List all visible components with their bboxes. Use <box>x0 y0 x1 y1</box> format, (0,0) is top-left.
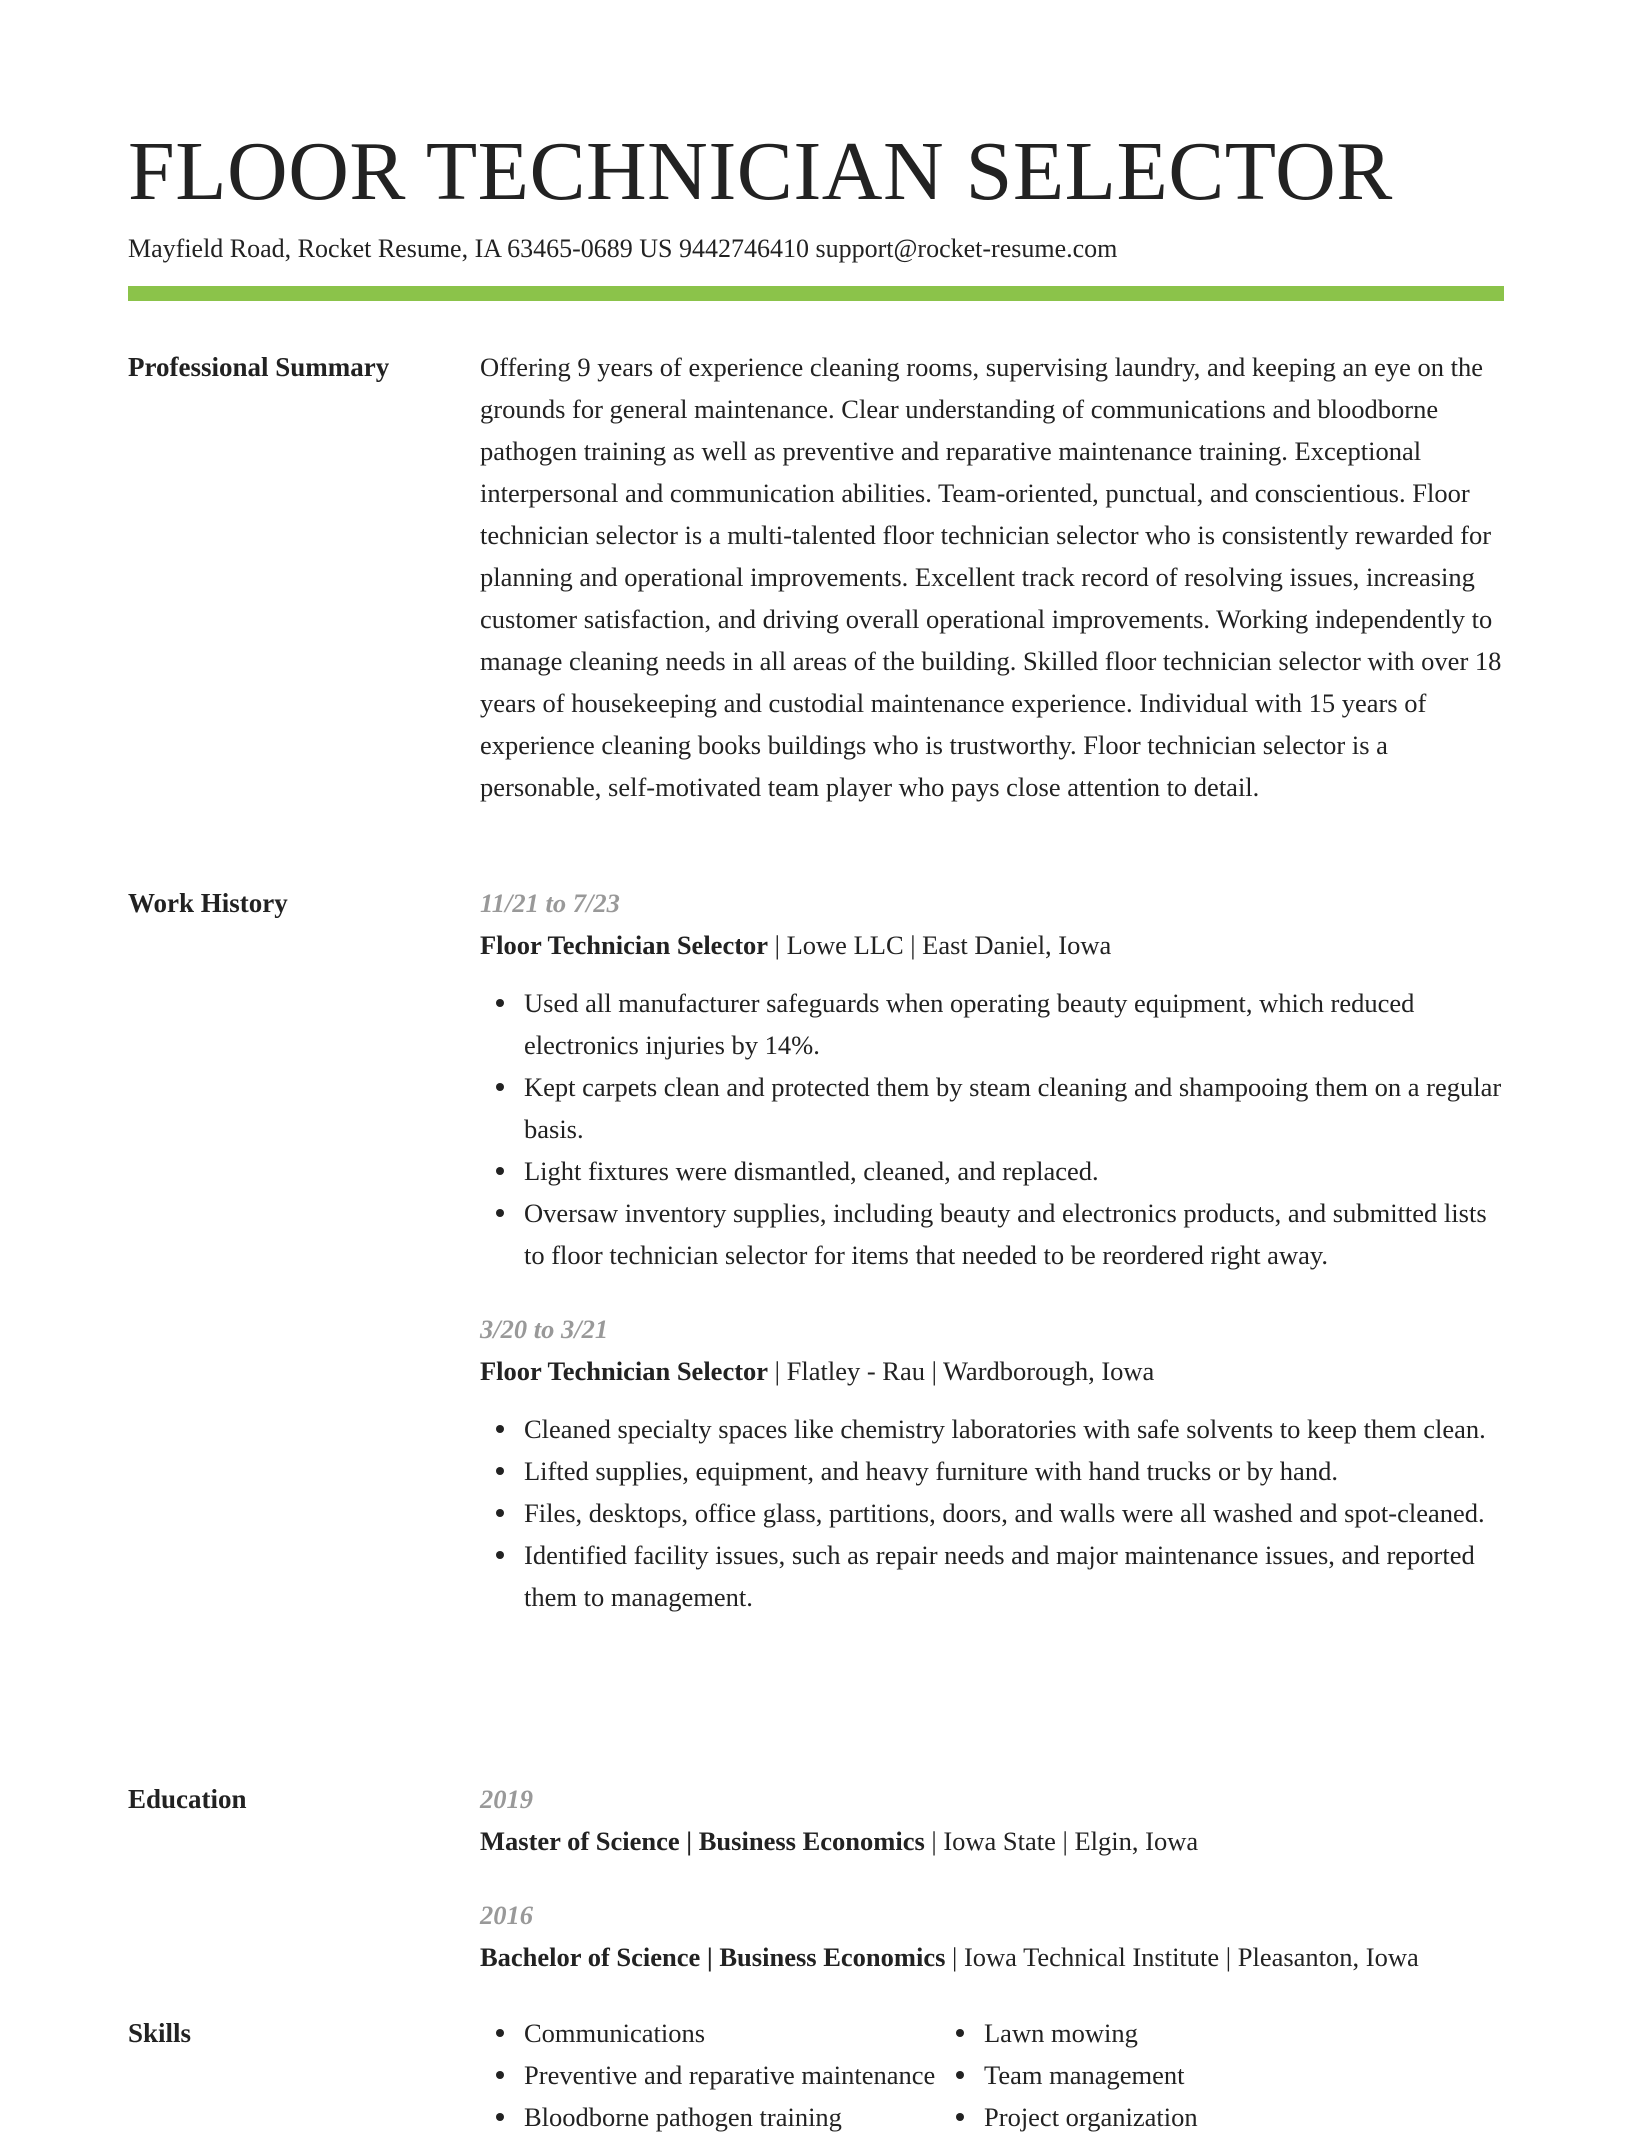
summary-heading: Professional Summary <box>128 352 390 382</box>
education-degree: Master of Science | Business Economics <box>480 1826 925 1856</box>
job-entry <box>480 1308 1504 1618</box>
education-school: | Iowa Technical Institute | Pleasanton, Iowa <box>945 1942 1419 1972</box>
skills-list-left <box>480 2012 940 2138</box>
skill-item: Lawn mowing <box>984 2012 1460 2054</box>
job-role: Floor Technician Selector <box>480 1356 769 1386</box>
job-employer: | Lowe LLC | East Daniel, Iowa <box>768 930 1112 960</box>
skill-item: Preventive and reparative maintenance <box>524 2054 940 2096</box>
job-bullet: Oversaw inventory supplies, including beauty and electronics products, and submitted lists to floor technician selector for items that needed to be reordered right away. <box>524 1192 1504 1276</box>
skill-item: Project organization <box>984 2096 1460 2138</box>
education-degree: Bachelor of Science | Business Economics <box>480 1942 946 1972</box>
skill-item: Communications <box>524 2012 940 2054</box>
education-school: | Iowa State | Elgin, Iowa <box>924 1826 1199 1856</box>
skill-item: Team management <box>984 2054 1460 2096</box>
education-heading: Education <box>128 1784 247 1814</box>
job-title-line <box>480 924 1504 966</box>
skills-columns <box>480 2012 1504 2138</box>
education-line <box>480 1936 1504 1978</box>
work-history-heading: Work History <box>128 888 288 918</box>
job-dates: 3/20 to 3/21 <box>480 1314 609 1344</box>
education-entry <box>480 1778 1504 1862</box>
job-bullet: Kept carpets clean and protected them by steam cleaning and shampooing them on a regular basis. <box>524 1066 1504 1150</box>
job-title-line <box>480 1350 1504 1392</box>
job-entry <box>480 882 1504 1276</box>
job-dates: 11/21 to 7/23 <box>480 888 620 918</box>
job-bullets <box>480 1408 1504 1618</box>
job-bullet: Files, desktops, office glass, partitions, doors, and walls were all washed and spot-cleaned. <box>524 1492 1504 1534</box>
summary-text: Offering 9 years of experience cleaning rooms, supervising laundry, and keeping an eye on the grounds for general maintenance. Clear understanding of communications and bloodborne pathogen training as well as preventive and reparative maintenance training. Exceptional interpersonal and communication abilities. Team-oriented, punctual, and conscientious. Floor technician selector is a multi-talented floor technician selector who is consistently rewarded for planning and operational improvements. Excellent track record of resolving issues, increasing customer satisfaction, and driving overall operational improvements. Working independently to manage cleaning needs in all areas of the building. Skilled floor technician selector with over 18 years of housekeeping and custodial maintenance experience. Individual with 15 years of experience cleaning books buildings who is trustworthy. Floor technician selector is a personable, self-motivated team player who pays close attention to detail. <box>480 352 1502 802</box>
skills-list-right <box>940 2012 1460 2138</box>
skills-heading: Skills <box>128 2018 192 2048</box>
job-bullets <box>480 982 1504 1276</box>
contact-info: Mayfield Road, Rocket Resume, IA 63465-0689 US 9442746410 support@rocket-resume.com <box>128 234 1118 263</box>
resume-name: FLOOR TECHNICIAN SELECTOR <box>128 125 1393 218</box>
skill-item: Bloodborne pathogen training <box>524 2096 940 2138</box>
job-bullet: Used all manufacturer safeguards when operating beauty equipment, which reduced electronics injuries by 14%. <box>524 982 1504 1066</box>
education-year: 2016 <box>480 1900 533 1930</box>
education-line <box>480 1820 1504 1862</box>
job-role: Floor Technician Selector <box>480 930 769 960</box>
accent-divider <box>128 286 1504 301</box>
education-entry <box>480 1894 1504 1978</box>
job-bullet: Light fixtures were dismantled, cleaned, and replaced. <box>524 1150 1504 1192</box>
education-year: 2019 <box>480 1784 533 1814</box>
job-bullet: Lifted supplies, equipment, and heavy furniture with hand trucks or by hand. <box>524 1450 1504 1492</box>
job-bullet: Cleaned specialty spaces like chemistry laboratories with safe solvents to keep them clean. <box>524 1408 1504 1450</box>
job-bullet: Identified facility issues, such as repair needs and major maintenance issues, and reported them to management. <box>524 1534 1504 1618</box>
job-employer: | Flatley - Rau | Wardborough, Iowa <box>768 1356 1155 1386</box>
